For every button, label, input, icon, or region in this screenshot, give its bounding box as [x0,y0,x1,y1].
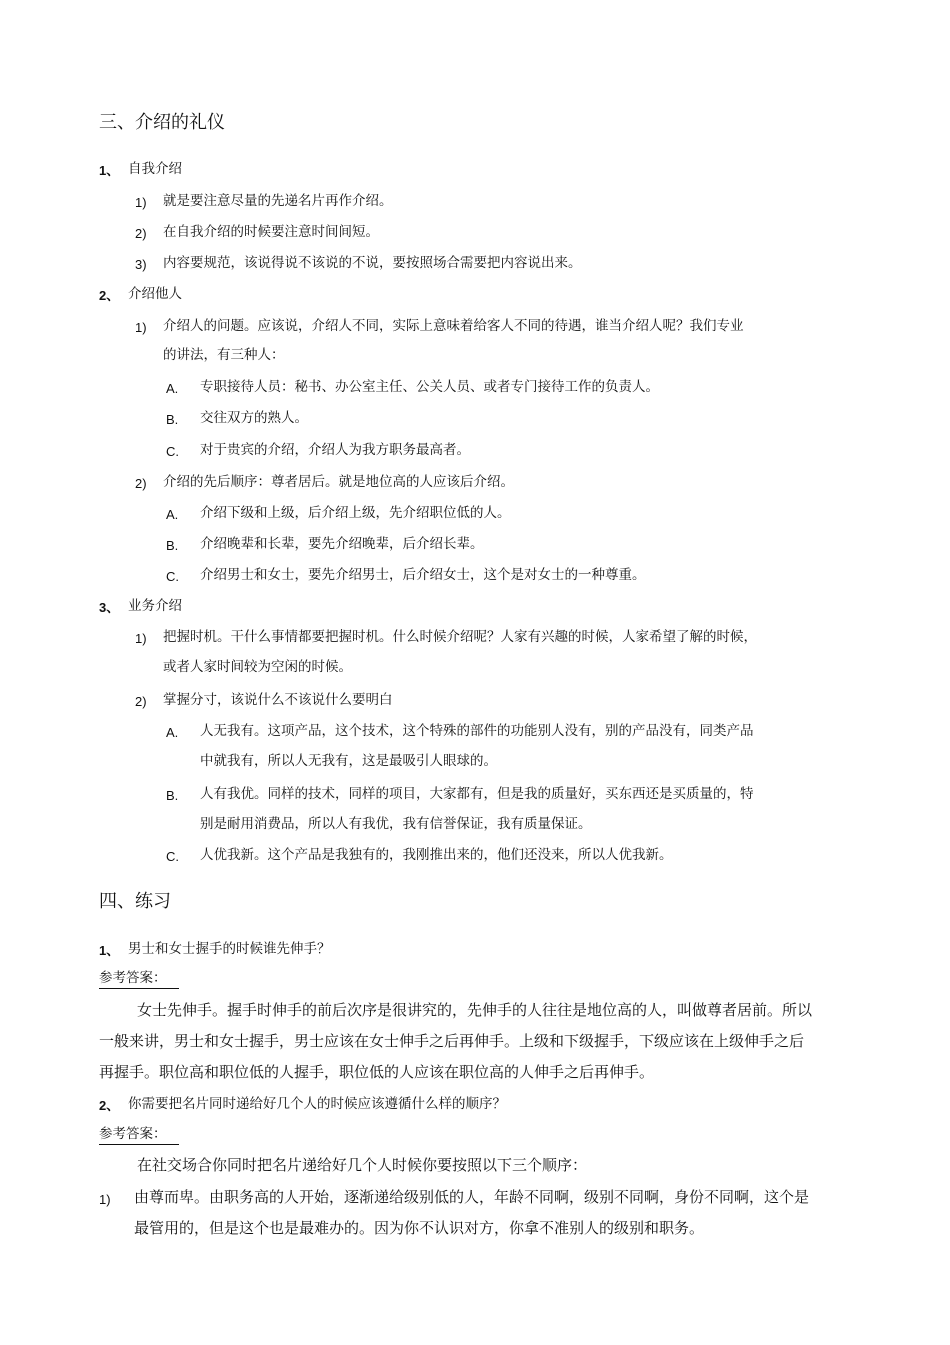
option-text: 介绍男士和女士，要先介绍男士，后介绍女士，这个是对女士的一种尊重。 [200,567,646,583]
question-text: 男士和女士握手的时候谁先伸手？ [128,941,331,957]
sub-number: 2) [135,226,147,241]
option-letter: C. [166,569,179,584]
sub-text: 掌握分寸，该说什么不该说什么要明白 [163,692,393,708]
option-letter: C. [166,849,179,864]
answer-paragraph-line: 女士先伸手。握手时伸手的前后次序是很讲究的，先伸手的人往往是地位高的人，叫做尊者居前。所以 [137,1001,813,1019]
sub-number: 1) [135,631,147,646]
item-number: 3、 [99,600,120,615]
sub-text: 介绍人的问题。应该说，介绍人不同，实际上意味着给客人不同的待遇，谁当介绍人呢？我们专业 [163,318,744,334]
answer-label-text: 参考答案： [99,1128,179,1145]
option-letter: A. [166,507,179,522]
sub-text: 在自我介绍的时候要注意时间间短。 [163,224,379,240]
sub-number: 2) [135,694,147,709]
sub-text: 内容要规范，该说得说不该说的不说，要按照场合需要把内容说出来。 [163,255,582,271]
option-letter: A. [166,725,179,740]
sub-number: 1) [135,195,147,210]
option-text-continued: 中就我有，所以人无我有，这是最吸引人眼球的。 [200,753,497,769]
option-text: 人优我新。这个产品是我独有的，我刚推出来的，他们还没来，所以人优我新。 [200,847,673,863]
option-text: 介绍晚辈和长辈，要先介绍晚辈，后介绍长辈。 [200,536,484,552]
option-letter: B. [166,538,179,553]
option-letter: B. [166,788,179,803]
item-heading: 自我介绍 [128,161,182,177]
option-text: 交往双方的熟人。 [200,410,308,426]
section-heading: 四、练习 [99,891,171,912]
answer-label [99,972,179,989]
sub-number: 2) [135,476,147,491]
sub-text-continued: 的讲法，有三种人： [163,347,285,363]
sub-number: 1) [135,320,147,335]
section-heading: 三、介绍的礼仪 [99,112,225,133]
option-text-continued: 别是耐用消费品，所以人有我优，我有信誉保证，我有质量保证。 [200,816,592,832]
option-text: 专职接待人员：秘书、办公室主任、公关人员、或者专门接待工作的负责人。 [200,379,659,395]
sub-text-continued: 或者人家时间较为空闲的时候。 [163,659,352,675]
question-number: 2、 [99,1098,120,1113]
point-number: 1) [99,1192,111,1207]
answer-intro: 在社交场合你同时把名片递给好几个人时候你要按照以下三个顺序： [137,1156,588,1174]
item-heading: 介绍他人 [128,286,182,302]
option-text: 介绍下级和上级，后介绍上级，先介绍职位低的人。 [200,505,511,521]
answer-paragraph-line: 再握手。职位高和职位低的人握手，职位低的人应该在职位高的人伸手之后再伸手。 [99,1063,655,1081]
question-text: 你需要把名片同时递给好几个人的时候应该遵循什么样的顺序？ [128,1096,506,1112]
sub-text: 介绍的先后顺序：尊者居后。就是地位高的人应该后介绍。 [163,474,514,490]
point-text: 由尊而卑。由职务高的人开始，逐渐递给级别低的人，年龄不同啊，级别不同啊，身份不同啊，这个是 [134,1188,810,1206]
sub-text: 把握时机。干什么事情都要把握时机。什么时候介绍呢？人家有兴趣的时候，人家希望了解的时候， [163,629,757,645]
point-text-continued: 最管用的，但是这个也是最难办的。因为你不认识对方，你拿不准别人的级别和职务。 [134,1219,705,1237]
option-letter: B. [166,412,179,427]
answer-label [99,1128,179,1145]
option-letter: A. [166,381,179,396]
answer-label-text: 参考答案： [99,972,179,989]
sub-number: 3) [135,257,147,272]
item-number: 1、 [99,163,120,178]
option-text: 人有我优。同样的技术，同样的项目，大家都有，但是我的质量好，买东西还是买质量的，特 [200,786,754,802]
item-heading: 业务介绍 [128,598,182,614]
sub-text: 就是要注意尽量的先递名片再作介绍。 [163,193,393,209]
answer-paragraph-line: 一般来讲，男士和女士握手，男士应该在女士伸手之后再伸手。上级和下级握手，下级应该在上级伸手之后 [99,1032,805,1050]
question-number: 1、 [99,943,120,958]
option-letter: C. [166,444,179,459]
item-number: 2、 [99,288,120,303]
option-text: 人无我有。这项产品，这个技术，这个特殊的部件的功能别人没有，别的产品没有，同类产品 [200,723,754,739]
option-text: 对于贵宾的介绍，介绍人为我方职务最高者。 [200,442,470,458]
